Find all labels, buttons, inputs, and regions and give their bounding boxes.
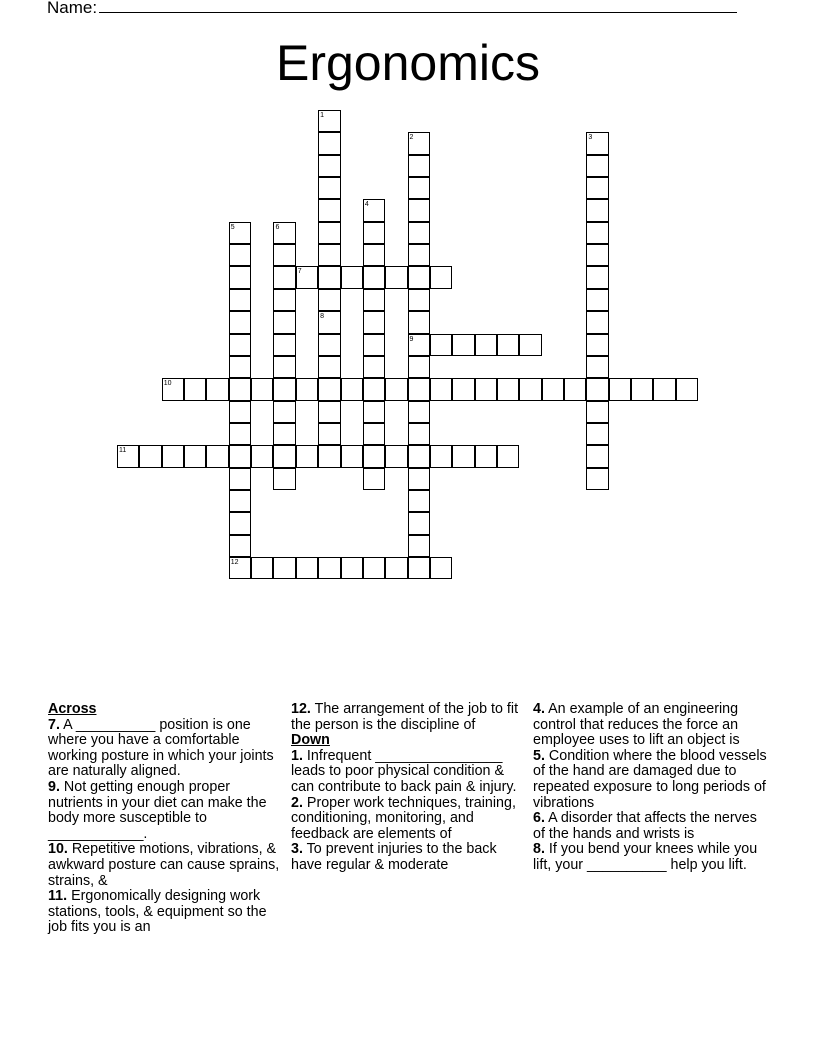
grid-cell[interactable] <box>363 445 385 467</box>
clue-across-12: 12. The arrangement of the job to fit the person is the discipline of <box>291 701 519 733</box>
grid-cell[interactable] <box>385 445 407 467</box>
grid-cell[interactable] <box>586 311 608 333</box>
grid-cell[interactable] <box>318 199 340 221</box>
grid-cell[interactable] <box>229 445 251 467</box>
clue-across-7: 7. A __________ position is one where you have a comfortable working posture in which your joints are naturally aligned. <box>48 716 274 780</box>
clue-number-9: 9 <box>409 335 414 343</box>
grid-cell[interactable] <box>497 334 519 356</box>
grid-cell[interactable] <box>273 468 295 490</box>
clue-number-10: 10 <box>163 380 172 388</box>
grid-cell[interactable] <box>229 334 251 356</box>
grid-cell[interactable] <box>273 401 295 423</box>
clue-down-5: 5. Condition where the blood vessels of the hand are damaged due to repeated exposure to long periods of vibrations <box>533 747 767 811</box>
grid-cell[interactable] <box>318 557 340 579</box>
grid-cell[interactable] <box>475 445 497 467</box>
grid-cell[interactable] <box>273 557 295 579</box>
grid-cell[interactable] <box>273 378 295 400</box>
clue-number-6: 6 <box>275 223 280 231</box>
clue-down-6: 6. A disorder that affects the nerves of the hands and wrists is <box>533 810 757 842</box>
grid-cell[interactable] <box>408 535 430 557</box>
grid-cell[interactable] <box>318 378 340 400</box>
grid-cell[interactable] <box>475 334 497 356</box>
grid-cell[interactable] <box>206 445 228 467</box>
grid-cell[interactable] <box>296 445 318 467</box>
grid-cell[interactable] <box>586 334 608 356</box>
grid-cell[interactable] <box>318 445 340 467</box>
grid-cell[interactable] <box>318 266 340 288</box>
grid-cell[interactable] <box>341 557 363 579</box>
grid-cell[interactable] <box>586 423 608 445</box>
clues-column-1 <box>48 702 284 936</box>
grid-cell[interactable] <box>296 557 318 579</box>
grid-cell[interactable] <box>363 289 385 311</box>
grid-cell[interactable] <box>408 512 430 534</box>
grid-cell[interactable] <box>229 468 251 490</box>
grid-cell[interactable] <box>229 378 251 400</box>
grid-cell[interactable] <box>318 244 340 266</box>
grid-cell[interactable] <box>229 356 251 378</box>
grid-cell[interactable] <box>408 177 430 199</box>
clue-across-10: 10. Repetitive motions, vibrations, & awkward posture can cause sprains, strains, & <box>48 841 280 889</box>
grid-cell[interactable] <box>631 378 653 400</box>
grid-cell[interactable] <box>542 378 564 400</box>
grid-cell[interactable] <box>609 378 631 400</box>
grid-cell[interactable] <box>408 423 430 445</box>
grid-cell[interactable] <box>206 378 228 400</box>
grid-cell[interactable] <box>273 445 295 467</box>
grid-cell[interactable] <box>408 490 430 512</box>
grid-cell[interactable] <box>408 445 430 467</box>
grid-cell[interactable] <box>229 311 251 333</box>
grid-cell[interactable] <box>586 244 608 266</box>
grid-cell[interactable] <box>363 468 385 490</box>
grid-cell[interactable] <box>229 535 251 557</box>
clue-number-8: 8 <box>320 313 325 321</box>
clue-down-3: 3. To prevent injuries to the back have regular & moderate <box>291 841 497 873</box>
grid-cell[interactable] <box>408 401 430 423</box>
name-label: Name: <box>47 0 98 17</box>
clue-number-4: 4 <box>364 201 369 209</box>
grid-cell[interactable] <box>586 222 608 244</box>
clue-down-1: 1. Infrequent ________________ leads to poor physical condition & can contribute to back pain & injury. <box>291 747 517 795</box>
grid-cell[interactable] <box>229 490 251 512</box>
clue-number-12: 12 <box>230 559 239 566</box>
grid-cell[interactable] <box>586 401 608 423</box>
clue-down-4: 4. An example of an engineering control that reduces the force an employee uses to lift an object is <box>533 701 740 749</box>
grid-cell[interactable] <box>341 266 363 288</box>
grid-cell[interactable] <box>430 557 452 579</box>
grid-cell[interactable] <box>430 334 452 356</box>
grid-cell[interactable] <box>408 155 430 177</box>
grid-cell[interactable] <box>497 445 519 467</box>
grid-cell[interactable] <box>341 445 363 467</box>
grid-cell[interactable] <box>408 289 430 311</box>
grid-cell[interactable] <box>586 468 608 490</box>
clues-column-3 <box>533 702 769 874</box>
clue-down-8: 8. If you bend your knees while you lift, your __________ help you lift. <box>533 841 758 873</box>
grid-cell[interactable] <box>408 199 430 221</box>
grid-cell[interactable] <box>273 356 295 378</box>
grid-cell[interactable] <box>408 356 430 378</box>
grid-cell[interactable] <box>229 289 251 311</box>
clues-column-2 <box>291 702 527 874</box>
grid-cell[interactable] <box>273 289 295 311</box>
grid-cell[interactable] <box>273 334 295 356</box>
grid-cell[interactable] <box>408 378 430 400</box>
clue-number-5: 5 <box>230 223 235 231</box>
grid-cell[interactable] <box>162 445 184 467</box>
grid-cell[interactable] <box>229 512 251 534</box>
grid-cell[interactable] <box>452 445 474 467</box>
grid-cell[interactable] <box>318 222 340 244</box>
grid-cell[interactable] <box>408 266 430 288</box>
grid-cell[interactable] <box>318 132 340 154</box>
grid-cell[interactable] <box>385 378 407 400</box>
grid-cell[interactable] <box>452 334 474 356</box>
grid-cell[interactable] <box>318 401 340 423</box>
grid-cell[interactable] <box>408 311 430 333</box>
grid-cell[interactable] <box>519 378 541 400</box>
grid-cell[interactable] <box>363 334 385 356</box>
grid-cell[interactable] <box>408 222 430 244</box>
grid-cell[interactable] <box>586 445 608 467</box>
grid-cell[interactable] <box>139 445 161 467</box>
grid-cell[interactable] <box>363 423 385 445</box>
across-heading: Across <box>48 701 97 717</box>
grid-cell[interactable] <box>296 378 318 400</box>
grid-cell[interactable] <box>586 266 608 288</box>
grid-cell[interactable] <box>586 356 608 378</box>
grid-cell[interactable] <box>229 266 251 288</box>
grid-cell[interactable] <box>318 423 340 445</box>
grid-cell[interactable] <box>273 266 295 288</box>
grid-cell[interactable] <box>363 378 385 400</box>
grid-cell[interactable] <box>385 557 407 579</box>
grid-cell[interactable] <box>229 244 251 266</box>
grid-cell[interactable] <box>430 378 452 400</box>
grid-cell[interactable] <box>475 378 497 400</box>
grid-cell[interactable] <box>408 244 430 266</box>
page-title: Ergonomics <box>276 35 540 91</box>
clue-number-2: 2 <box>409 134 414 142</box>
clue-number-1: 1 <box>320 112 325 119</box>
clue-across-9: 9. Not getting enough proper nutrients in your diet can make the body more susceptible to ____________. <box>48 778 267 842</box>
grid-cell[interactable] <box>363 311 385 333</box>
clue-number-3: 3 <box>588 134 593 142</box>
grid-cell[interactable] <box>586 155 608 177</box>
grid-cell[interactable] <box>586 289 608 311</box>
clue-number-11: 11 <box>119 447 127 455</box>
grid-cell[interactable] <box>251 557 273 579</box>
clue-number-7: 7 <box>297 268 302 276</box>
grid-cell[interactable] <box>363 557 385 579</box>
grid-cell[interactable] <box>586 378 608 400</box>
grid-cell[interactable] <box>318 155 340 177</box>
grid-cell[interactable] <box>564 378 586 400</box>
grid-cell[interactable] <box>676 378 698 400</box>
grid-cell[interactable] <box>385 266 407 288</box>
grid-cell[interactable] <box>408 557 430 579</box>
grid-cell[interactable] <box>273 311 295 333</box>
grid-cell[interactable] <box>363 401 385 423</box>
grid-cell[interactable] <box>318 177 340 199</box>
grid-cell[interactable] <box>497 378 519 400</box>
grid-cell[interactable] <box>363 244 385 266</box>
grid-cell[interactable] <box>184 378 206 400</box>
grid-cell[interactable] <box>273 244 295 266</box>
grid-cell[interactable] <box>363 356 385 378</box>
grid-cell[interactable] <box>229 401 251 423</box>
grid-cell[interactable] <box>408 468 430 490</box>
grid-cell[interactable] <box>430 445 452 467</box>
grid-cell[interactable] <box>363 222 385 244</box>
grid-cell[interactable] <box>586 199 608 221</box>
grid-cell[interactable] <box>341 378 363 400</box>
grid-cell[interactable] <box>273 423 295 445</box>
clue-down-2: 2. Proper work techniques, training, conditioning, monitoring, and feedback are elements of <box>291 794 516 842</box>
down-heading: Down <box>291 732 330 749</box>
grid-cell[interactable] <box>229 423 251 445</box>
clue-across-11: 11. Ergonomically designing work stations, tools, & equipment so the job fits you is an <box>48 888 267 936</box>
grid-cell[interactable] <box>251 445 273 467</box>
grid-cell[interactable] <box>519 334 541 356</box>
grid-cell[interactable] <box>430 266 452 288</box>
grid-cell[interactable] <box>318 334 340 356</box>
grid-cell[interactable] <box>586 177 608 199</box>
grid-cell[interactable] <box>251 378 273 400</box>
grid-cell[interactable] <box>363 266 385 288</box>
grid-cell[interactable] <box>653 378 675 400</box>
grid-cell[interactable] <box>318 289 340 311</box>
grid-cell[interactable] <box>184 445 206 467</box>
grid-cell[interactable] <box>452 378 474 400</box>
grid-cell[interactable] <box>318 356 340 378</box>
